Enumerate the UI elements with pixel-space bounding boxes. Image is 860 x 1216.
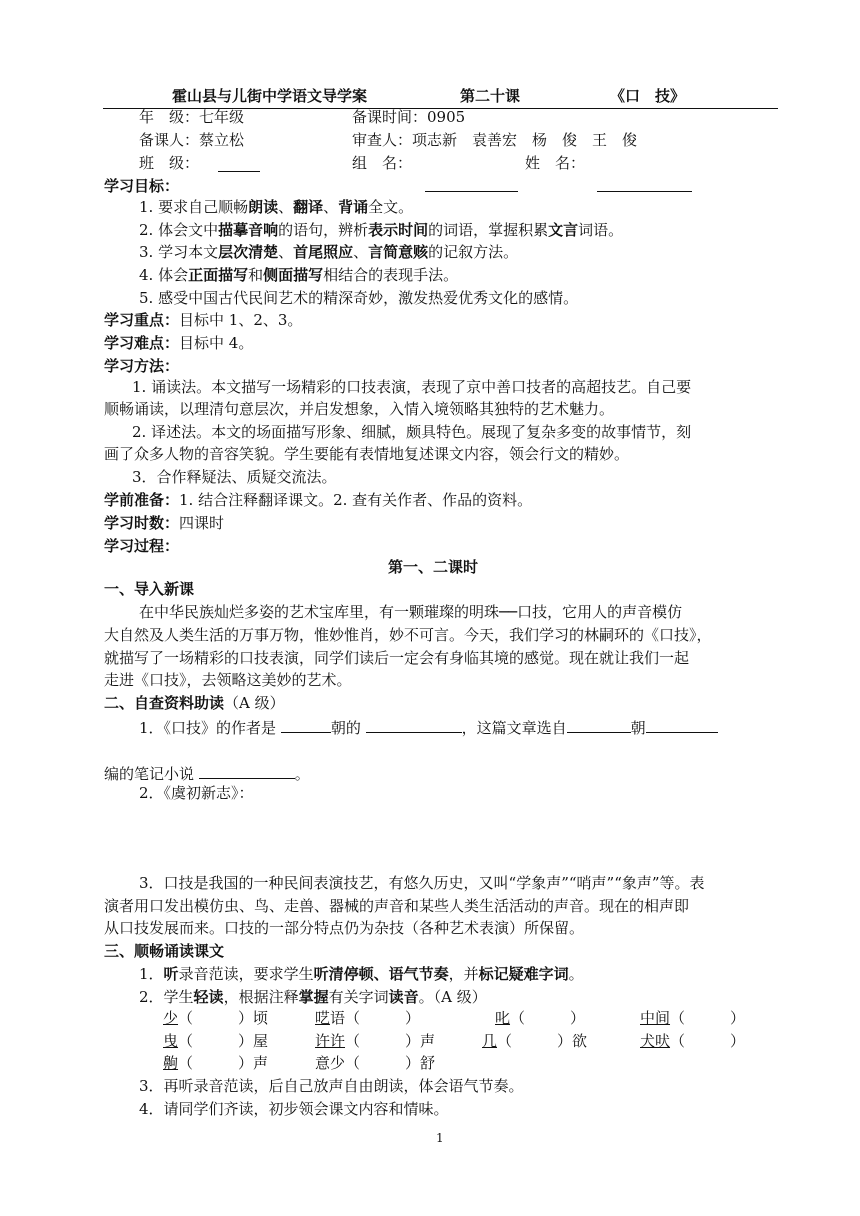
focus: 学习重点：目标中 1、2、3。 bbox=[104, 311, 303, 329]
goals-heading: 学习目标： bbox=[104, 177, 180, 195]
answer-blank[interactable] bbox=[366, 716, 462, 733]
section3-heading: 三、顺畅诵读课文 bbox=[104, 942, 225, 960]
hours: 学习时数：四课时 bbox=[104, 514, 225, 532]
answer-blank[interactable] bbox=[281, 716, 331, 733]
goal-5: 5. 感受中国古代民间艺术的精深奇妙，激发热爱优秀文化的感情。 bbox=[139, 289, 579, 307]
intro-line: 就描写了一场精彩的口技表演，同学们读后一定会有身临其境的感觉。现在就让我们一起 bbox=[104, 649, 690, 667]
vocab-item: 中间（ ） bbox=[640, 1009, 746, 1027]
goal-3: 3. 学习本文层次清楚、首尾照应、言简意赅的记叙方法。 bbox=[139, 243, 519, 261]
group-blank[interactable] bbox=[425, 190, 518, 192]
question-2: 2．《虞初新志》： bbox=[139, 784, 254, 802]
answer-blank[interactable] bbox=[567, 716, 631, 733]
goal-2: 2. 体会文中描摹音响的语句，辨析表示时间的词语，掌握积累文言词语。 bbox=[139, 221, 624, 239]
reading-item-2: 2．学生轻读，根据注释掌握有关字词读音。（A 级） bbox=[139, 988, 487, 1006]
answer-blank[interactable] bbox=[646, 716, 718, 733]
methods-heading: 学习方法： bbox=[104, 357, 180, 375]
session-title: 第一、二课时 bbox=[388, 558, 479, 576]
vocab-item: 几（ ）欲 bbox=[482, 1032, 588, 1050]
methods-line: 顺畅诵读，以理清句意层次，并启发想象，入情入境领略其独特的艺术魅力。 bbox=[104, 400, 615, 418]
vocab-item: 呓语（ ） bbox=[315, 1009, 421, 1027]
vocab-item: 叱（ ） bbox=[495, 1009, 586, 1027]
difficulty: 学习难点：目标中 4。 bbox=[104, 334, 254, 352]
vocab-item: 意少（ ）舒 bbox=[315, 1054, 436, 1072]
methods-line: 3．合作释疑法、质疑交流法。 bbox=[132, 468, 337, 486]
reviewer: 审查人：项志新 袁善宏 杨 俊 王 俊 bbox=[352, 131, 638, 149]
school-title: 霍山县与儿街中学语文导学案 bbox=[172, 87, 368, 105]
section1-heading: 一、导入新课 bbox=[104, 580, 195, 598]
section2-heading: 二、自查资料助读（A 级） bbox=[104, 694, 285, 712]
prep-time: 备课时间：0905 bbox=[352, 108, 466, 126]
question-3-line: 从口技发展而来。口技的一部分特点仍为杂技（各种艺术表演）所保留。 bbox=[104, 919, 585, 937]
name-label: 姓 名： bbox=[525, 154, 586, 172]
answer-blank[interactable] bbox=[199, 762, 295, 779]
name-blank[interactable] bbox=[597, 190, 692, 192]
methods-line: 1. 诵读法。本文描写一场精彩的口技表演，表现了京中善口技者的高超技艺。自己要 bbox=[132, 378, 692, 396]
group-label: 组 名： bbox=[352, 154, 413, 172]
goal-1: 1. 要求自己顺畅朗读、翻译、背诵全文。 bbox=[139, 198, 414, 216]
lesson-title: 《口 技》 bbox=[610, 87, 686, 105]
intro-line: 走进《口技》，去领略这美妙的艺术。 bbox=[104, 671, 352, 689]
reading-item-3: 3．再听录音范读，后自己放声自由朗读，体会语气节奏。 bbox=[139, 1077, 524, 1095]
grade: 年 级：七年级 bbox=[139, 108, 245, 126]
preparer: 备课人：蔡立松 bbox=[139, 131, 245, 149]
class-blank[interactable] bbox=[218, 170, 260, 172]
vocab-item: 犬吠（ ） bbox=[640, 1032, 746, 1050]
question-3-line: 3．口技是我国的一种民间表演技艺，有悠久历史，又叫“学象声”“哨声”“象声”等。表 bbox=[139, 874, 705, 892]
class-label: 班 级： bbox=[139, 154, 200, 172]
question-1: 1．《口技》的作者是 朝的 ，这篇文章选自 朝 bbox=[139, 716, 718, 739]
lesson-number: 第二十课 bbox=[460, 87, 521, 105]
methods-line: 画了众多人物的音容笑貌。学生要能有表情地复述课文内容，领会行文的精妙。 bbox=[104, 445, 630, 463]
process-heading: 学习过程： bbox=[104, 537, 180, 555]
question-3-line: 演者用口发出模仿虫、鸟、走兽、器械的声音和某些人类生活活动的声音。现在的相声即 bbox=[104, 897, 690, 915]
vocab-item: 曳（ ）屋 bbox=[163, 1032, 269, 1050]
intro-line: 大自然及人类生活的万事万物，惟妙惟肖，妙不可言。今天，我们学习的林嗣环的《口技》， bbox=[104, 626, 712, 644]
reading-item-4: 4．请同学们齐读，初步领会课文内容和情味。 bbox=[139, 1100, 449, 1118]
goal-4: 4. 体会正面描写和侧面描写相结合的表现手法。 bbox=[139, 266, 459, 284]
intro-line: 在中华民族灿烂多姿的艺术宝库里，有一颗璀璨的明珠──口技，它用人的声音模仿 bbox=[139, 603, 683, 621]
reading-item-1: 1．听录音范读，要求学生听清停顿、语气节奏，并标记疑难字词。 bbox=[139, 965, 584, 983]
prep: 学前准备：1. 结合注释翻译课文。2. 查有关作者、作品的资料。 bbox=[104, 491, 533, 509]
vocab-item: 少（ ）顷 bbox=[163, 1009, 269, 1027]
methods-line: 2. 译述法。本文的场面描写形象、细腻，颇具特色。展现了复杂多变的故事情节，刻 bbox=[132, 423, 692, 441]
page-number: 1 bbox=[436, 1131, 444, 1145]
vocab-item: 许许（ ）声 bbox=[315, 1032, 436, 1050]
vocab-item: 齁（ ）声 bbox=[163, 1054, 269, 1072]
question-1-cont: 编的笔记小说 。 bbox=[104, 762, 310, 785]
